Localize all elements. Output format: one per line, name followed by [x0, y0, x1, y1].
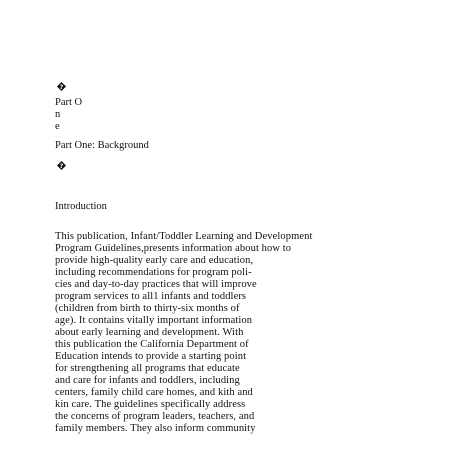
- body-line: centers, family child care homes, and kith and: [55, 387, 253, 398]
- body-line: Education intends to provide a starting point: [55, 351, 247, 362]
- part-title-line-3: e: [55, 121, 60, 132]
- body-line: including recommendations for program poli-: [55, 267, 252, 278]
- svg-text:?: ?: [59, 162, 64, 170]
- body-line: age). It contains vitally important information: [55, 315, 253, 326]
- section-heading: Introduction: [55, 201, 107, 212]
- body-line: (children from birth to thirty-six months of: [55, 303, 240, 314]
- part-heading: Part One: Background: [55, 140, 149, 151]
- body-line: and care for infants and toddlers, including: [55, 375, 240, 386]
- body-line: kin care. The guidelines specifically address: [55, 399, 246, 410]
- body-line: the concerns of program leaders, teachers, and: [55, 411, 255, 422]
- replacement-character-icon: [57, 82, 66, 91]
- body-line: family members. They also inform community: [55, 423, 256, 434]
- body-line: program services to all1 infants and toddlers: [55, 291, 247, 302]
- body-line: This publication, Infant/Toddler Learning and Development: [55, 231, 313, 242]
- body-line: for strengthening all programs that educate: [55, 363, 240, 374]
- body-line: about early learning and development. With: [55, 327, 244, 338]
- svg-text:?: ?: [59, 83, 64, 91]
- part-title-line-2: n: [55, 109, 61, 120]
- body-line: provide high-quality early care and education,: [55, 255, 254, 266]
- body-line: cies and day-to-day practices that will improve: [55, 279, 257, 290]
- replacement-character-icon: [57, 161, 66, 170]
- part-title-line-1: Part O: [55, 97, 83, 108]
- body-line: Program Guidelines,presents information about how to: [55, 243, 292, 254]
- body-line: this publication the California Department of: [55, 339, 249, 350]
